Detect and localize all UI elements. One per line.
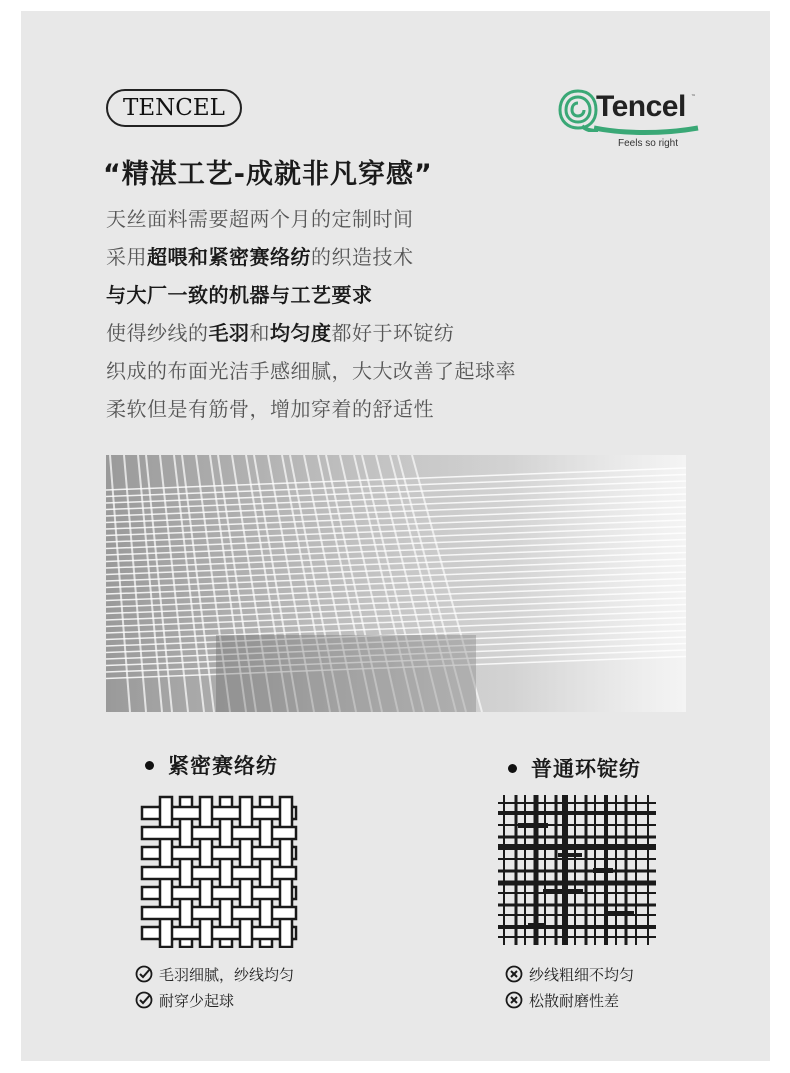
description-line — [106, 200, 516, 238]
x-circle-icon — [505, 965, 523, 983]
highlight-text: 超喂和紧密赛络纺 — [147, 245, 311, 269]
loom-threads-photo — [106, 455, 686, 712]
highlight-text: 毛羽 — [208, 321, 250, 345]
page-heading: “精湛工艺-成就非凡穿感” — [103, 159, 433, 190]
feature-item: 纱线粗细不均匀 — [505, 963, 634, 985]
check-circle-icon — [135, 965, 153, 983]
feature-item: 毛羽细腻，纱线均匀 — [135, 963, 294, 985]
check-circle-icon — [135, 991, 153, 1009]
description-block — [106, 200, 516, 428]
tencel-outline-logo — [106, 89, 242, 127]
tencel-brand-text: Tencel — [596, 90, 686, 123]
description-line — [106, 352, 516, 390]
compact-siro-title: 紧密赛络纺 — [145, 750, 278, 780]
description-line — [106, 390, 516, 428]
description-text: 天丝面料需要超两个月的定制时间 — [106, 207, 414, 231]
description-text: 使得纱线的 — [106, 321, 209, 345]
description-text: 织成的布面光洁手感细腻，大大改善了起球率 — [106, 359, 516, 383]
ring-spun-title: 普通环锭纺 — [508, 753, 641, 783]
description-text: 都好于环锭纺 — [331, 321, 455, 345]
bullet-dot — [508, 764, 517, 773]
x-circle-icon — [505, 991, 523, 1009]
description-line — [106, 314, 516, 352]
tencel-slogan: Feels so right — [618, 138, 679, 149]
description-text: 和 — [249, 321, 270, 345]
loom-threads-image — [106, 455, 686, 712]
description-text: 的织造技术 — [311, 245, 414, 269]
description-line — [106, 276, 516, 314]
bullet-dot — [145, 761, 154, 770]
description-text: 采用 — [106, 245, 147, 269]
feature-item: 松散耐磨性差 — [505, 989, 619, 1011]
tencel-green-logo — [558, 88, 698, 154]
feature-item: 耐穿少起球 — [135, 989, 234, 1011]
highlight-text: 均匀度 — [270, 321, 332, 345]
trademark-mark: ™ — [691, 94, 696, 100]
description-line — [106, 238, 516, 276]
tight-weave-diagram — [140, 793, 300, 948]
tencel-outline-logo-text: TENCEL — [123, 95, 225, 121]
loose-weave-diagram — [498, 793, 658, 948]
description-text: 柔软但是有筋骨，增加穿着的舒适性 — [106, 397, 434, 421]
highlight-text: 与大厂一致的机器与工艺要求 — [106, 283, 373, 307]
tencel-leaf-icon — [558, 88, 598, 132]
